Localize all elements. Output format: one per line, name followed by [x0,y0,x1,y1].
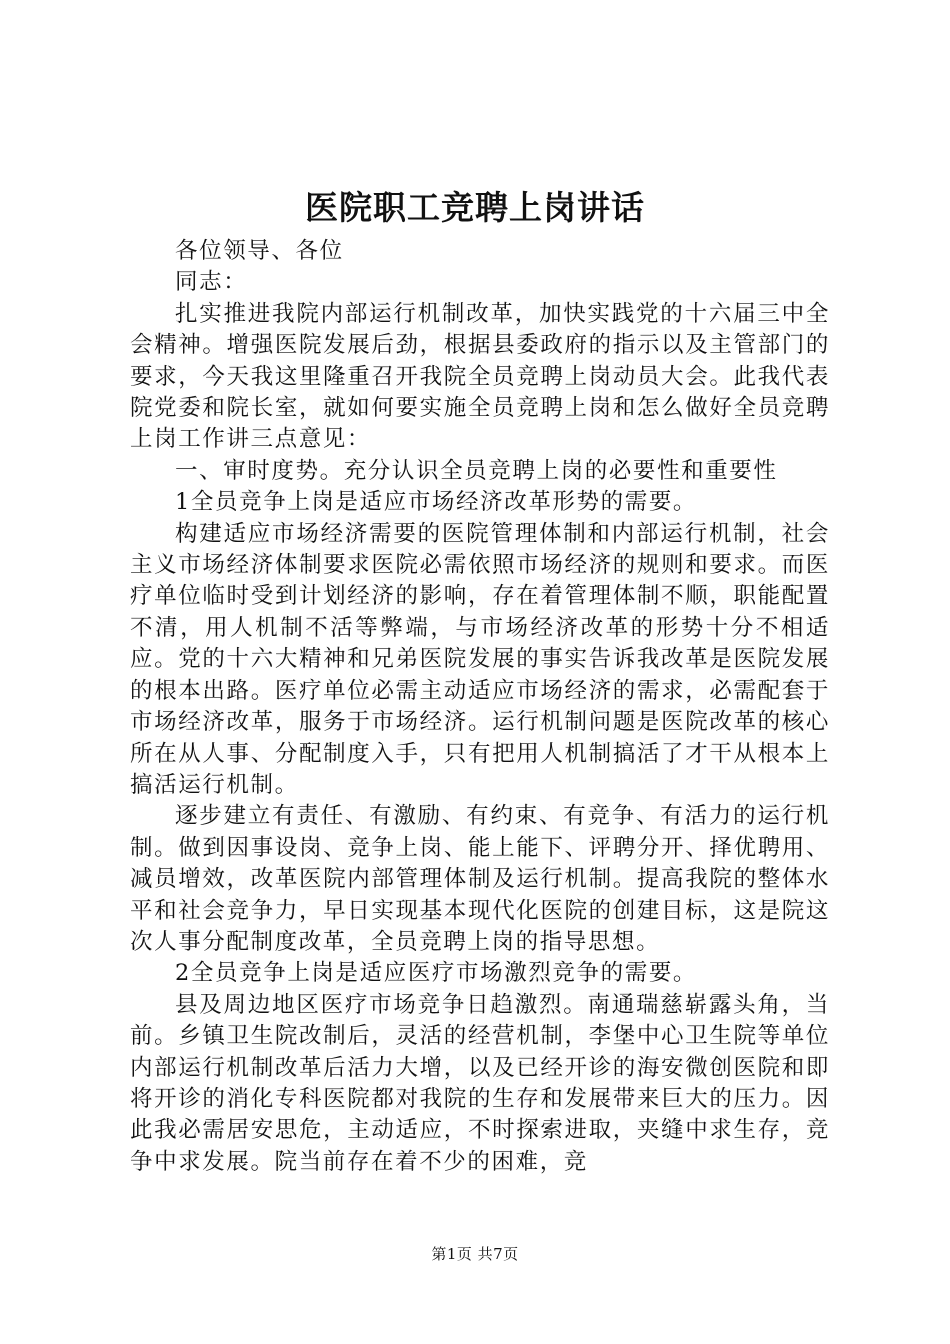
document-body [130,236,830,1178]
paragraph-mechanism: 逐步建立有责任、有激励、有约束、有竞争、有活力的运行机制。做到因事设岗、竞争上岗、能上能下、评聘分开、择优聘用、减员增效，改革医院内部管理体制及运行机制。提高我院的整体水平和社会竞争力，早日实现基本现代化医院的创建目标，这是院这次人事分配制度改革，全员竞聘上岗的指导思想。 [130,803,830,955]
document-title: 医院职工竞聘上岗讲话 [305,188,645,227]
paragraph-intro: 扎实推进我院内部运行机制改革，加快实践党的十六届三中全会精神。增强医院发展后劲，根据县委政府的指示以及主管部门的要求，今天我这里隆重召开我院全员竞聘上岗动员大会。此我代表院党委和院长室，就如何要实施全员竞聘上岗和怎么做好全员竞聘上岗工作讲三点意见： [130,300,830,453]
salutation-line-1: 各位领导、各位 [175,238,344,264]
subheading-1: 1全员竞争上岗是适应市场经济改革形势的需要。 [175,489,698,516]
subheading-2: 2全员竞争上岗是适应医疗市场激烈竞争的需要。 [175,960,698,987]
paragraph-competition: 县及周边地区医疗市场竞争日趋激烈。南通瑞慈崭露头角，当前。乡镇卫生院改制后，灵活的经营机制，李堡中心卫生院等单位内部运行机制改革后活力大增，以及已经开诊的海安微创医院和即将开诊的消化专科医院都对我院的生存和发展带来巨大的压力。因此我必需居安思危，主动适应，不时探索进取，夹缝中求生存，竞争中求发展。院当前存在着不少的困难，竞 [130,991,830,1175]
salutation-line-2: 同志： [175,269,248,296]
section-heading-1: 一、审时度势。充分认识全员竞聘上岗的必要性和重要性 [175,457,778,484]
page-number-footer: 第1页 共7页 [431,1245,519,1263]
paragraph-market-economy: 构建适应市场经济需要的医院管理体制和内部运行机制，社会主义市场经济体制要求医院必需依照市场经济的规则和要求。而医疗单位临时受到计划经济的影响，存在着管理体制不顺，职能配置不清，用人机制不活等弊端，与市场经济改革的形势十分不相适应。党的十六大精神和兄弟医院发展的事实告诉我改革是医院发展的根本出路。医疗单位必需主动适应市场经济的需求，必需配套于市场经济改革，服务于市场经济。运行机制问题是医院改革的核心所在从人事、分配制度入手，只有把用人机制搞活了才干从根本上搞活运行机制。 [130,520,830,798]
